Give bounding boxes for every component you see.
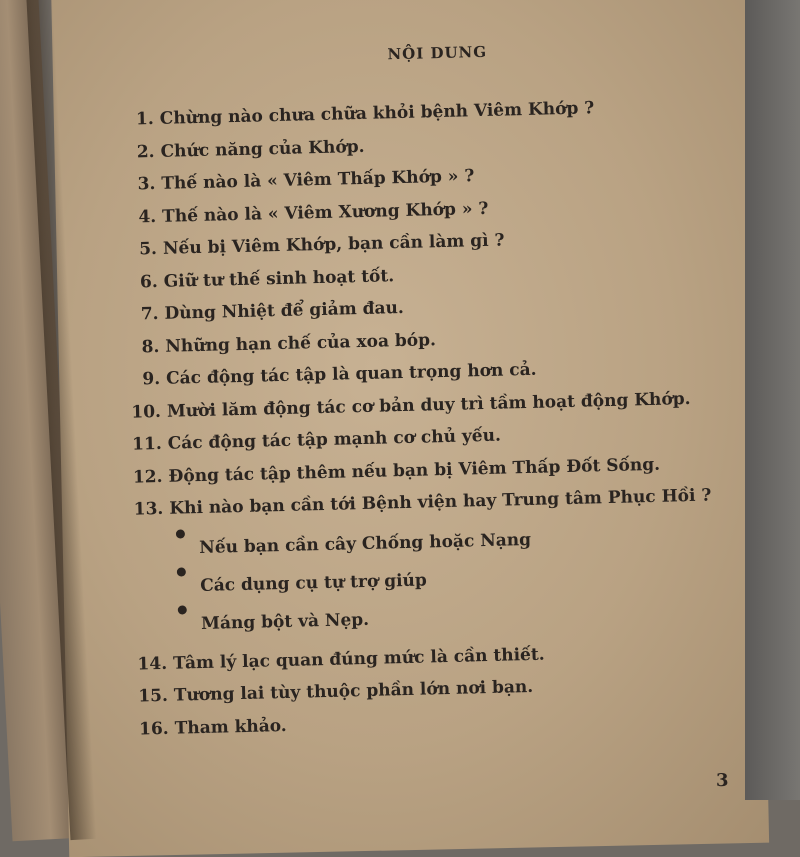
bullet-icon — [178, 605, 187, 614]
toc-item-number: 8. — [141, 336, 160, 357]
toc-item-text: Nếu bị Viêm Khớp, bạn cần làm gì ? — [162, 230, 505, 259]
bullet-icon — [177, 567, 186, 576]
toc-list — [113, 89, 733, 526]
toc-item-number: 15. — [138, 685, 169, 707]
toc-item-number: 12. — [132, 466, 163, 488]
page-title: NỘI DUNG — [387, 42, 488, 64]
toc-item-number: 9. — [142, 368, 161, 390]
toc-item-text: Khi nào bạn cần tới Bệnh viện hay Trung tâm Phục Hồi ? — [169, 485, 712, 519]
toc-item-number: 13. — [133, 498, 164, 520]
table-of-contents — [112, 31, 739, 746]
toc-subitem-text: Các dụng cụ tự trợ giúp — [199, 569, 428, 596]
toc-item-text: Mười lăm động tác cơ bản duy trì tầm hoạt động Khớp. — [166, 388, 691, 422]
page-number: 3 — [716, 770, 729, 791]
toc-item-number: 7. — [140, 303, 159, 325]
toc-item-number: 16. — [138, 718, 169, 740]
background-surface — [745, 0, 800, 800]
toc-item-number: 11. — [131, 433, 162, 455]
toc-item-number: 1. — [135, 109, 155, 130]
toc-item-text: Các động tác tập là quan trọng hơn cả. — [165, 359, 537, 389]
toc-item-text: Những hạn chế của xoa bóp. — [165, 329, 437, 357]
toc-item-number: 3. — [137, 173, 156, 195]
bullet-icon — [176, 529, 185, 538]
toc-subitem-text: Nếu bạn cần cây Chống hoặc Nạng — [199, 529, 532, 558]
toc-item-text: Giữ tư thế sinh hoạt tốt. — [163, 265, 395, 292]
toc-item-text: Thế nào là « Viêm Thấp Khớp » ? — [161, 166, 475, 194]
toc-item-number: 4. — [138, 206, 157, 227]
toc-item-number: 14. — [137, 653, 168, 675]
toc-list-continued — [127, 633, 739, 745]
toc-item-text: Chức năng của Khớp. — [160, 136, 365, 162]
toc-item-text: Tham khảo. — [174, 715, 287, 739]
toc-item-text: Động tác tập thêm nếu bạn bị Viêm Thấp Đốt Sống. — [168, 454, 661, 487]
toc-item-text: Tâm lý lạc quan đúng mức là cần thiết. — [172, 644, 545, 674]
toc-item-number: 10. — [131, 401, 162, 423]
toc-item-number: 5. — [138, 238, 158, 260]
toc-item-text: Các động tác tập mạnh cơ chủ yếu. — [167, 425, 502, 454]
toc-sublist — [124, 515, 737, 644]
toc-item-text: Thế nào là « Viêm Xương Khớp » ? — [161, 198, 489, 227]
toc-subitem-text: Máng bột và Nẹp. — [200, 609, 370, 634]
toc-item-text: Chừng nào chưa chữa khỏi bệnh Viêm Khớp ? — [159, 98, 595, 129]
toc-item-number: 2. — [136, 141, 155, 162]
toc-item-text: Dùng Nhiệt để giảm đau. — [164, 297, 405, 324]
toc-item-text: Tương lai tùy thuộc phần lớn nơi bạn. — [173, 676, 534, 706]
toc-item-number: 6. — [139, 271, 159, 292]
